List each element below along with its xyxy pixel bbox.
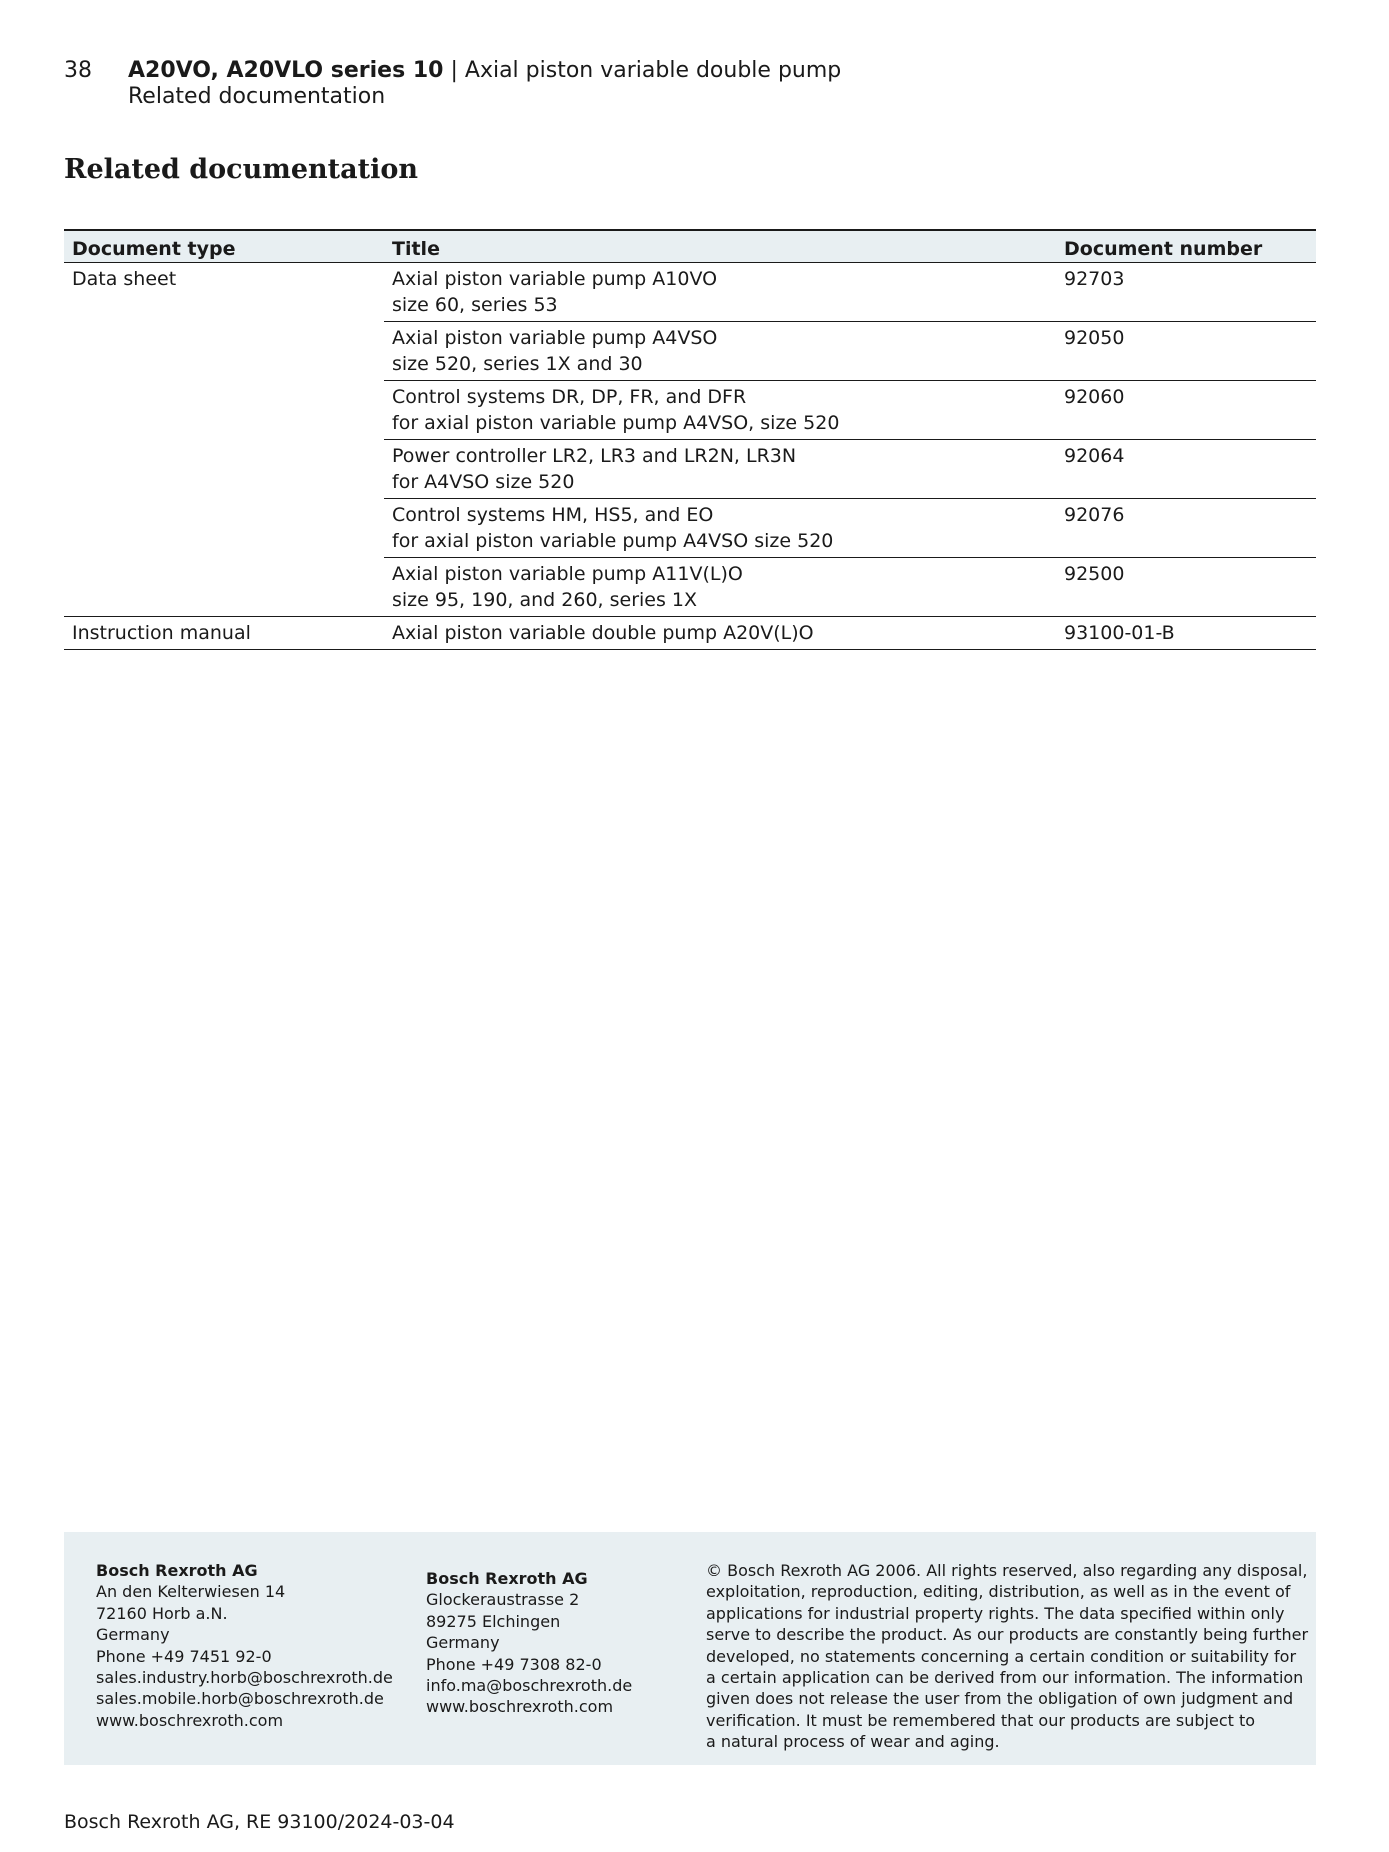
legal-line: a natural process of wear and aging. (706, 1732, 1000, 1752)
title-line: Power controller LR2, LR3 and LR2N, LR3N (392, 445, 797, 467)
header-separator: | (443, 58, 465, 83)
cell-document-number: 92500 (1056, 558, 1316, 617)
table-row (64, 499, 1316, 558)
cell-title (384, 558, 1056, 617)
cell-document-number: 92064 (1056, 440, 1316, 499)
related-documentation-table (64, 229, 1316, 650)
website-link[interactable]: www.boschrexroth.com (96, 1710, 284, 1730)
cell-document-number: 93100-01-B (1056, 617, 1316, 650)
cell-document-type: Data sheet (72, 268, 177, 290)
title-line: Axial piston variable pump A11V(L)O (392, 563, 743, 585)
cell-document-number: 92703 (1056, 263, 1316, 322)
cell-title (384, 440, 1056, 499)
title-line: size 520, series 1X and 30 (392, 353, 643, 375)
table-row (64, 558, 1316, 617)
column-header-document-number: Document number (1056, 230, 1316, 263)
address-elchingen (426, 1568, 632, 1718)
address-line: 89275 Elchingen (426, 1611, 561, 1631)
address-line: 72160 Horb a.N. (96, 1603, 228, 1623)
title-line: for A4VSO size 520 (392, 471, 575, 493)
title-line: size 60, series 53 (392, 294, 558, 316)
legal-line: © Bosch Rexroth AG 2006. All rights reserved, also regarding any disposal, (706, 1561, 1308, 1580)
copyright-notice (706, 1560, 1309, 1753)
website-link[interactable]: www.boschrexroth.com (426, 1697, 614, 1717)
cell-document-type (64, 558, 384, 617)
email-link[interactable]: sales.industry.horb@boschrexroth.de (96, 1668, 393, 1688)
legal-line: applications for industrial property rights. The data specified within only (706, 1603, 1285, 1623)
header-title-bold: A20VO, A20VLO series 10 (128, 58, 444, 83)
legal-line: developed, no statements concerning a certain condition or suitability for (706, 1646, 1297, 1666)
title-line: for axial piston variable pump A4VSO size 520 (392, 530, 834, 552)
cell-document-type (64, 381, 384, 440)
contact-footer-box (64, 1532, 1316, 1765)
company-name: Bosch Rexroth AG (426, 1569, 588, 1588)
cell-document-type: Instruction manual (64, 617, 384, 650)
cell-document-number: 92076 (1056, 499, 1316, 558)
address-line: Glockeraustrasse 2 (426, 1590, 580, 1610)
document-footer: Bosch Rexroth AG, RE 93100/2024-03-04 (64, 1811, 455, 1833)
table-row (64, 440, 1316, 499)
address-line: Germany (426, 1633, 500, 1653)
cell-title (384, 381, 1056, 440)
address-line: Germany (96, 1625, 170, 1645)
address-horb (96, 1560, 393, 1731)
phone-number: Phone +49 7451 92-0 (96, 1646, 272, 1666)
cell-document-type (64, 440, 384, 499)
legal-line: serve to describe the product. As our products are constantly being further (706, 1625, 1309, 1645)
header-subtitle: Related documentation (128, 84, 386, 109)
cell-title (384, 617, 1056, 650)
title-line: for axial piston variable pump A4VSO, size 520 (392, 412, 840, 434)
cell-document-type (64, 499, 384, 558)
column-header-title: Title (384, 230, 1056, 263)
title-line: Axial piston variable double pump A20V(L)O (392, 622, 814, 644)
table-row (64, 263, 1316, 322)
cell-document-type (64, 322, 384, 381)
title-line: Axial piston variable pump A4VSO (392, 327, 718, 349)
section-title: Related documentation (64, 154, 418, 185)
column-header-document-type: Document type (64, 230, 384, 263)
title-line: Control systems HM, HS5, and EO (392, 504, 714, 526)
cell-title (384, 263, 1056, 322)
legal-line: given does not release the user from the obligation of own judgment and (706, 1689, 1294, 1709)
legal-line: verification. It must be remembered that our products are subject to (706, 1710, 1256, 1730)
table-header-row (64, 230, 1316, 263)
title-line: Control systems DR, DP, FR, and DFR (392, 386, 747, 408)
table-row (64, 381, 1316, 440)
header-title-rest: Axial piston variable double pump (464, 58, 842, 83)
header-title (128, 58, 841, 84)
phone-number: Phone +49 7308 82-0 (426, 1654, 602, 1674)
table-row (64, 322, 1316, 381)
title-line: Axial piston variable pump A10VO (392, 268, 718, 290)
email-link[interactable]: sales.mobile.horb@boschrexroth.de (96, 1689, 384, 1709)
page-number: 38 (64, 58, 92, 83)
cell-document-number: 92050 (1056, 322, 1316, 381)
table-row (64, 617, 1316, 650)
cell-title (384, 322, 1056, 381)
address-line: An den Kelterwiesen 14 (96, 1582, 286, 1602)
title-line: size 95, 190, and 260, series 1X (392, 589, 698, 611)
company-name: Bosch Rexroth AG (96, 1561, 258, 1580)
cell-document-number: 92060 (1056, 381, 1316, 440)
legal-line: a certain application can be derived from our information. The information (706, 1668, 1304, 1688)
email-link[interactable]: info.ma@boschrexroth.de (426, 1676, 633, 1696)
cell-title (384, 499, 1056, 558)
legal-line: exploitation, reproduction, editing, distribution, as well as in the event of (706, 1582, 1291, 1602)
